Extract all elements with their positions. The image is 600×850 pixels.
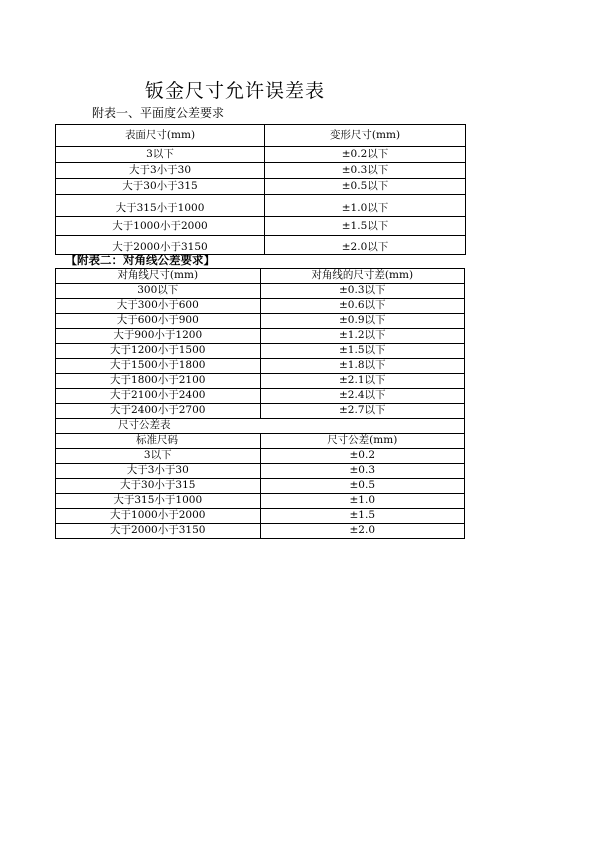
table-row [56,179,466,195]
table-row [56,163,466,179]
cell-tolerance: ±2.1以下 [260,373,465,388]
cell-size: 300以下 [56,283,261,298]
cell-tolerance: ±0.9以下 [260,313,465,328]
header-diagonal-size: 对角线尺寸(mm) [56,268,261,283]
table-row [56,448,465,463]
cell-tolerance: ±0.5 [260,478,465,493]
table-row [56,283,465,298]
cell-tolerance: ±0.5以下 [265,179,466,195]
cell-tolerance: ±1.5以下 [265,217,466,236]
cell-tolerance: ±0.2 [260,448,465,463]
cell-tolerance: ±0.3以下 [260,283,465,298]
cell-tolerance: ±0.3 [260,463,465,478]
cell-size: 大于1000小于2000 [56,508,261,523]
table-row [56,343,465,358]
header-standard-size: 标准尺码 [56,433,261,448]
section3-heading-row [56,418,465,433]
cell-size: 大于1200小于1500 [56,343,261,358]
table-row [56,508,465,523]
section3-heading-empty [260,418,465,433]
cell-size: 3以下 [56,448,261,463]
cell-size: 大于2400小于2700 [56,403,261,418]
cell-tolerance: ±2.0 [260,523,465,538]
cell-size: 大于1500小于1800 [56,358,261,373]
table-row [56,373,465,388]
cell-tolerance: ±2.4以下 [260,388,465,403]
cell-tolerance: ±1.8以下 [260,358,465,373]
table-row [56,217,466,236]
cell-size: 大于900小于1200 [56,328,261,343]
cell-tolerance: ±1.0以下 [265,195,466,217]
flatness-tolerance-table [55,124,466,255]
cell-size: 大于2000小于3150 [56,523,261,538]
header-surface-size: 表面尺寸(mm) [56,125,265,147]
cell-size: 大于300小于600 [56,298,261,313]
table-row [56,478,465,493]
cell-size: 大于3小于30 [56,163,265,179]
cell-tolerance: ±0.2以下 [265,147,466,163]
cell-tolerance: ±1.5以下 [260,343,465,358]
cell-size: 3以下 [56,147,265,163]
table-row [56,328,465,343]
cell-tolerance: ±1.0 [260,493,465,508]
table-row [56,523,465,538]
table-row [56,147,466,163]
cell-size: 大于315小于1000 [56,195,265,217]
section2-heading: 【附表二：对角线公差要求】 [65,253,215,267]
table-row [56,403,465,418]
diagonal-tolerance-table [55,254,465,539]
header-diagonal-diff: 对角线的尺寸差(mm) [260,268,465,283]
cell-size: 大于30小于315 [56,478,261,493]
page-title: 钣金尺寸允许误差表 [145,80,326,102]
table-row [56,298,465,313]
cell-size: 大于315小于1000 [56,493,261,508]
header-size-tolerance: 尺寸公差(mm) [260,433,465,448]
header-deformation-size: 变形尺寸(mm) [265,125,466,147]
cell-size: 大于30小于315 [56,179,265,195]
cell-size: 大于2000小于3150 [56,236,265,255]
table-row [56,195,466,217]
cell-size: 大于2100小于2400 [56,388,261,403]
table-header-row [56,268,465,283]
cell-size: 大于1000小于2000 [56,217,265,236]
table-row [56,236,466,255]
table-header-row [56,433,465,448]
section3-heading: 尺寸公差表 [56,418,261,433]
table-row [56,388,465,403]
table-header-row [56,125,466,147]
cell-tolerance: ±1.5 [260,508,465,523]
cell-tolerance: ±0.3以下 [265,163,466,179]
cell-tolerance: ±2.7以下 [260,403,465,418]
section2-heading-row [56,254,465,268]
cell-tolerance: ±0.6以下 [260,298,465,313]
cell-size: 大于3小于30 [56,463,261,478]
cell-tolerance: ±2.0以下 [265,236,466,255]
cell-size: 大于1800小于2100 [56,373,261,388]
table-row [56,493,465,508]
table-row [56,358,465,373]
table-row [56,313,465,328]
table-row [56,463,465,478]
cell-tolerance: ±1.2以下 [260,328,465,343]
cell-size: 大于600小于900 [56,313,261,328]
section1-heading: 附表一、平面度公差要求 [92,106,225,120]
